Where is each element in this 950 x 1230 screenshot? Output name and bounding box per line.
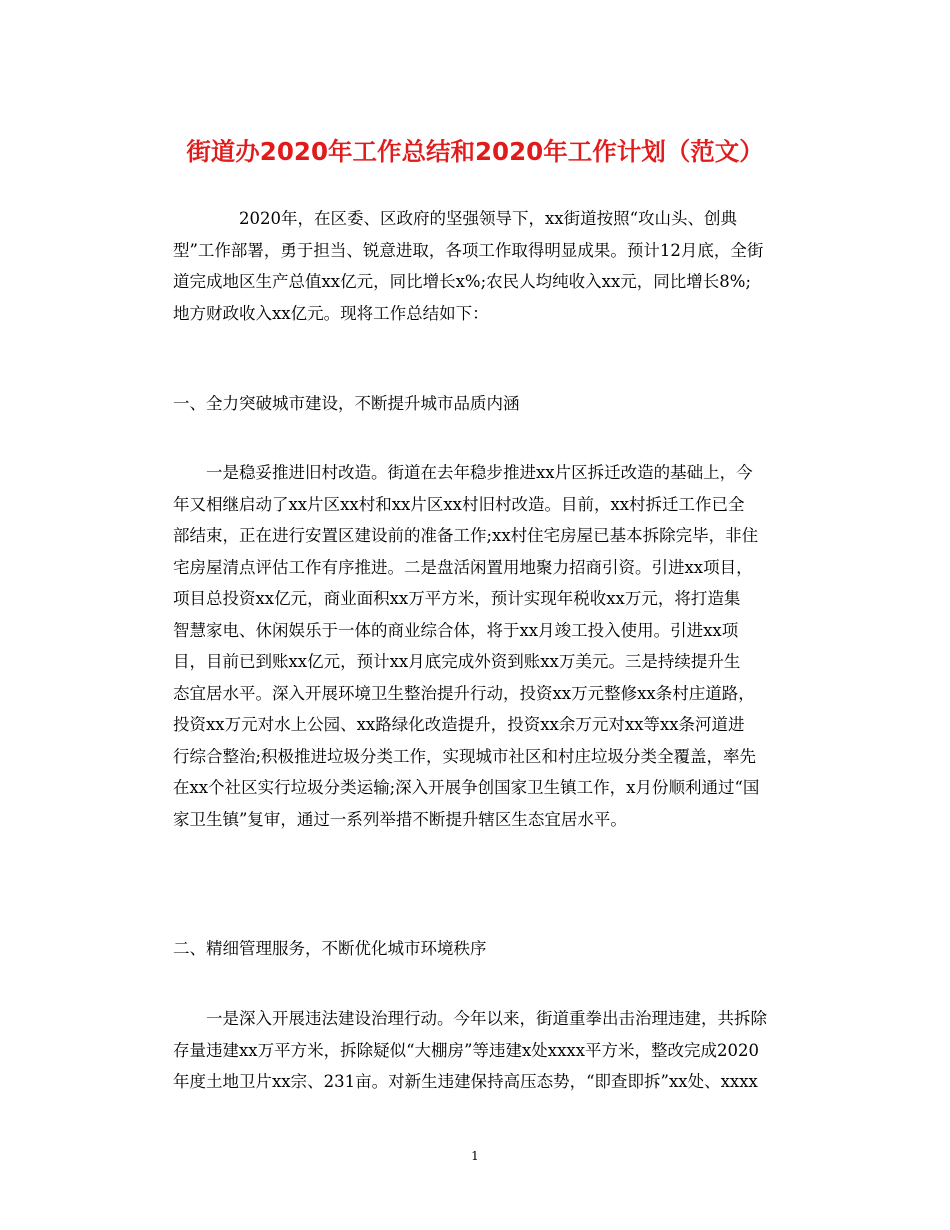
section1-paragraph bbox=[140, 457, 804, 835]
body-line: 项目总投资xx亿元，商业面积xx万平方米，预计实现年税收xx万元，将打造集 bbox=[173, 589, 741, 608]
intro-line: 2020年，在区委、区政府的坚强领导下，xx街道按照“攻山头、创典 bbox=[239, 209, 738, 228]
section-heading-1: 一、全力突破城市建设，不断提升城市品质内涵 bbox=[173, 394, 520, 413]
body-line: 目，目前已到账xx亿元，预计xx月底完成外资到账xx万美元。三是持续提升生 bbox=[173, 652, 741, 671]
body-line: 一是深入开展违法建设治理行动。今年以来，街道重拳出击治理违建，共拆除 bbox=[206, 1009, 767, 1028]
section-heading-2: 二、精细管理服务，不断优化城市环境秩序 bbox=[173, 939, 487, 958]
body-line: 存量违建xx万平方米，拆除疑似“大棚房”等违建x处xxxx平方米，整改完成2020 bbox=[173, 1040, 759, 1060]
body-line: 年度土地卫片xx宗、231亩。对新生违建保持高压态势，“即查即拆”xx处、xxxx bbox=[173, 1072, 758, 1091]
page-number: 1 bbox=[471, 1149, 479, 1163]
body-line: 态宜居水平。深入开展环境卫生整治提升行动，投资xx万元整修xx条村庄道路， bbox=[173, 683, 755, 703]
document-title: 街道办2020年工作总结和2020年工作计划（范文） bbox=[186, 137, 764, 166]
intro-line: 地方财政收入xx亿元。现将工作总结如下： bbox=[173, 303, 489, 323]
intro-line: 道完成地区生产总值xx亿元，同比增长x%;农民人均纯收入xx元，同比增长8%; bbox=[173, 272, 751, 291]
body-line: 在xx个社区实行垃圾分类运输;深入开展争创国家卫生镇工作，x月份顺利通过“国 bbox=[173, 778, 760, 797]
body-line: 部结束，正在进行安置区建设前的准备工作;xx村住宅房屋已基本拆除完毕，非住 bbox=[173, 526, 759, 545]
intro-line: 型”工作部署，勇于担当、锐意进取，各项工作取得明显成果。预计12月底，全街 bbox=[173, 240, 764, 260]
body-line: 投资xx万元对水上公园、xx路绿化改造提升，投资xx余万元对xx等xx条河道进 bbox=[173, 715, 745, 734]
body-line: 宅房屋清点评估工作有序推进。二是盘活闲置用地聚力招商引资。引进xx项目， bbox=[173, 557, 753, 577]
body-line: 行综合整治;积极推进垃圾分类工作，实现城市社区和村庄垃圾分类全覆盖，率先 bbox=[173, 746, 757, 766]
section2-paragraph bbox=[140, 1003, 804, 1098]
body-line: 智慧家电、休闲娱乐于一体的商业综合体，将于xx月竣工投入使用。引进xx项 bbox=[173, 620, 739, 640]
intro-paragraph bbox=[140, 203, 804, 329]
body-line: 一是稳妥推进旧村改造。街道在去年稳步推进xx片区拆迁改造的基础上，今 bbox=[206, 463, 753, 482]
body-line: 年又相继启动了xx片区xx村和xx片区xx村旧村改造。目前，xx村拆迁工作已全 bbox=[173, 494, 745, 514]
body-line: 家卫生镇”复审，通过一系列举措不断提升辖区生态宜居水平。 bbox=[173, 809, 627, 829]
